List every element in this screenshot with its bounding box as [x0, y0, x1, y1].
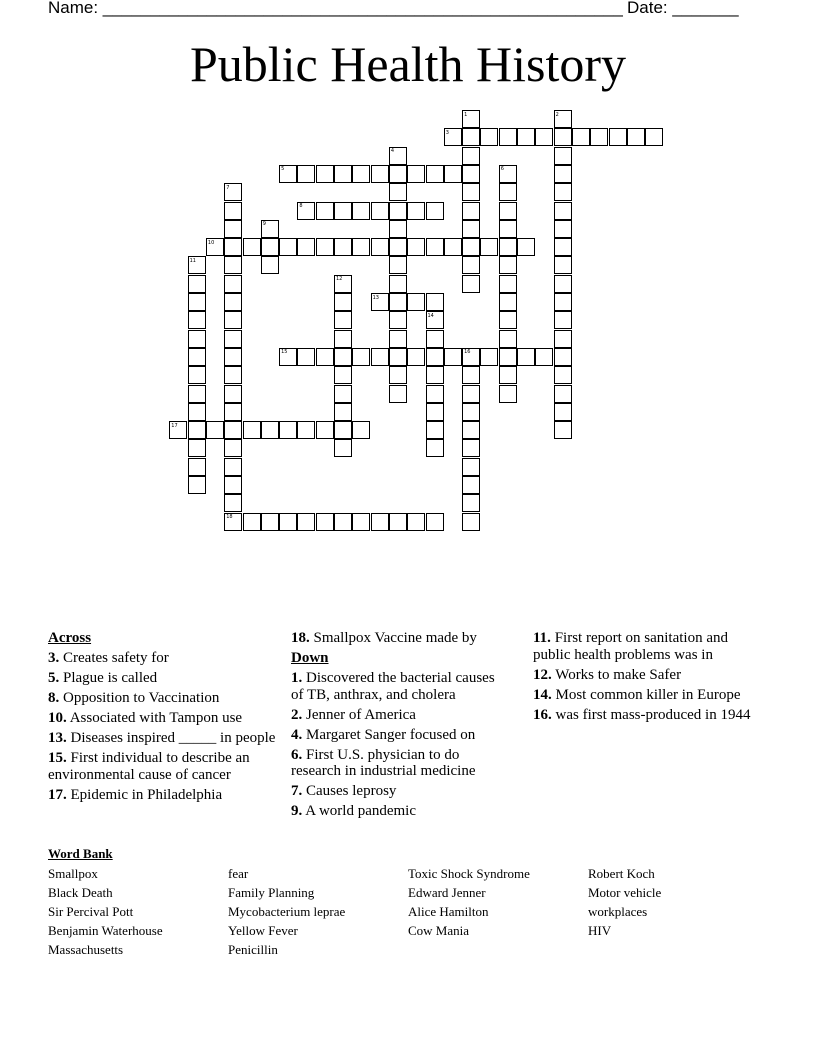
clue-text: Plague is called: [63, 670, 158, 686]
word-bank-item: HIV: [588, 923, 612, 938]
clue-text: Causes leprosy: [306, 783, 397, 799]
crossword-cell[interactable]: [499, 238, 517, 256]
crossword-cell[interactable]: [426, 348, 444, 366]
clue-text: Discovered the bacterial causes of TB, anthrax, and cholera: [291, 670, 495, 703]
clue-number: 5.: [48, 670, 60, 686]
crossword-cell[interactable]: [426, 439, 444, 457]
word-bank-item: Motor vehicle: [588, 885, 662, 900]
crossword-cell[interactable]: [426, 293, 444, 311]
word-bank-item: Alice Hamilton: [408, 904, 489, 919]
clue-number: 18.: [291, 630, 310, 646]
clue-text: First report on sanitation and public health problems was in: [533, 630, 728, 663]
crossword-cell[interactable]: [462, 421, 480, 439]
crossword-cell[interactable]: [554, 293, 572, 311]
clue-across-3: [48, 650, 280, 667]
word-bank-item: Edward Jenner: [408, 885, 486, 900]
crossword-cell[interactable]: [188, 439, 206, 457]
crossword-cell[interactable]: [188, 366, 206, 384]
crossword-cell[interactable]: [316, 238, 334, 256]
crossword-cell[interactable]: [389, 311, 407, 329]
crossword-cell[interactable]: [426, 513, 444, 531]
word-bank-item: Toxic Shock Syndrome: [408, 866, 530, 881]
crossword-cell[interactable]: [334, 348, 352, 366]
crossword-cell[interactable]: [499, 183, 517, 201]
across-heading: Across: [48, 630, 92, 646]
word-bank-item: Family Planning: [228, 885, 315, 900]
crossword-cell[interactable]: [462, 183, 480, 201]
crossword-cell[interactable]: [389, 330, 407, 348]
clue-text: Jenner of America: [306, 706, 416, 723]
clue-across-17: [48, 787, 280, 804]
clue-down-2: [291, 707, 509, 724]
clue-number: 2.: [291, 706, 303, 723]
crossword-cell[interactable]: [554, 128, 572, 146]
crossword-cell[interactable]: [407, 202, 425, 220]
word-bank-item: Robert Koch: [588, 866, 655, 881]
clue-down-7: [291, 783, 509, 800]
clue-number-label: 16: [464, 349, 471, 356]
crossword-cell[interactable]: [261, 421, 279, 439]
crossword-cell[interactable]: [554, 256, 572, 274]
clue-number: 9.: [291, 803, 303, 819]
crossword-cell[interactable]: [554, 165, 572, 183]
crossword-cell[interactable]: [371, 165, 389, 183]
crossword-cell[interactable]: [352, 165, 370, 183]
word-bank-item: Sir Percival Pott: [48, 904, 134, 919]
crossword-cell[interactable]: [517, 238, 535, 256]
clue-number-label: 18: [226, 514, 233, 521]
word-bank-item: workplaces: [588, 904, 648, 919]
crossword-cell[interactable]: [389, 348, 407, 366]
crossword-cell[interactable]: [499, 128, 517, 146]
clue-number-label: 11: [189, 257, 196, 264]
crossword-cell[interactable]: [261, 256, 279, 274]
crossword-cell[interactable]: [224, 330, 242, 348]
crossword-cell[interactable]: [188, 330, 206, 348]
crossword-cell[interactable]: [224, 256, 242, 274]
crossword-cell[interactable]: [462, 458, 480, 476]
crossword-cell[interactable]: [224, 476, 242, 494]
word-bank-item: Black Death: [48, 885, 113, 900]
crossword-cell[interactable]: [188, 385, 206, 403]
crossword-cell[interactable]: [407, 165, 425, 183]
crossword-cell[interactable]: [224, 275, 242, 293]
crossword-cell[interactable]: [224, 494, 242, 512]
crossword-cell[interactable]: [188, 458, 206, 476]
crossword-cell[interactable]: [243, 513, 261, 531]
crossword-cell[interactable]: [188, 403, 206, 421]
clue-number: 7.: [291, 783, 303, 799]
clue-across-15: [48, 750, 280, 783]
crossword-cell[interactable]: [444, 238, 462, 256]
clue-number-label: 9: [262, 221, 266, 228]
crossword-cell[interactable]: [279, 238, 297, 256]
clue-down-9: [291, 803, 509, 820]
clue-number: 12.: [533, 666, 552, 683]
crossword-cell[interactable]: [188, 311, 206, 329]
crossword-cell[interactable]: [224, 385, 242, 403]
crossword-cell[interactable]: [224, 202, 242, 220]
clue-number: 13.: [48, 730, 67, 746]
clue-number-label: 5: [281, 166, 285, 173]
crossword-cell[interactable]: [554, 183, 572, 201]
crossword-cell[interactable]: [407, 293, 425, 311]
clue-number-label: 3: [445, 129, 449, 136]
name-field-label: Name: _______________________________________________________: [48, 0, 623, 17]
clue-number: 11.: [533, 630, 551, 646]
clue-across-8: [48, 690, 280, 707]
crossword-cell[interactable]: [352, 421, 370, 439]
crossword-cell[interactable]: [444, 348, 462, 366]
crossword-cell[interactable]: [499, 275, 517, 293]
crossword-cell[interactable]: [609, 128, 627, 146]
crossword-cell[interactable]: [243, 421, 261, 439]
crossword-cell[interactable]: [334, 238, 352, 256]
crossword-cell[interactable]: [224, 311, 242, 329]
crossword-cell[interactable]: [554, 202, 572, 220]
crossword-cell[interactable]: [297, 513, 315, 531]
crossword-cell[interactable]: [389, 220, 407, 238]
crossword-cell[interactable]: [554, 366, 572, 384]
crossword-cell[interactable]: [371, 348, 389, 366]
crossword-cell[interactable]: [462, 128, 480, 146]
crossword-cell[interactable]: [334, 202, 352, 220]
clue-text: Smallpox Vaccine made by: [313, 630, 477, 646]
crossword-cell[interactable]: [407, 238, 425, 256]
clue-down-6: [291, 747, 509, 780]
crossword-cell[interactable]: [480, 348, 498, 366]
crossword-cell[interactable]: [316, 421, 334, 439]
crossword-cell[interactable]: [389, 202, 407, 220]
clue-down-4: [291, 727, 509, 744]
clue-text: Associated with Tampon use: [69, 710, 243, 726]
crossword-cell[interactable]: [316, 202, 334, 220]
clue-text: Diseases inspired _____ in people: [70, 730, 276, 746]
clue-across-18: [291, 630, 509, 647]
crossword-cell[interactable]: [389, 183, 407, 201]
crossword-cell[interactable]: [499, 220, 517, 238]
clue-text: First U.S. physician to do research in industrial medicine: [291, 746, 476, 779]
crossword-cell[interactable]: [334, 366, 352, 384]
crossword-cell[interactable]: [444, 165, 462, 183]
crossword-cell[interactable]: [297, 348, 315, 366]
crossword-cell[interactable]: [188, 421, 206, 439]
crossword-cell[interactable]: [389, 275, 407, 293]
word-bank-column-1: [48, 864, 163, 959]
crossword-cell[interactable]: [334, 165, 352, 183]
crossword-cell[interactable]: [352, 513, 370, 531]
crossword-cell[interactable]: [462, 256, 480, 274]
crossword-cell[interactable]: [206, 421, 224, 439]
crossword-cell[interactable]: [389, 256, 407, 274]
crossword-cell[interactable]: [462, 147, 480, 165]
clue-number-label: 12: [336, 276, 343, 283]
crossword-cell[interactable]: [535, 128, 553, 146]
crossword-cell[interactable]: [627, 128, 645, 146]
crossword-cell[interactable]: [462, 476, 480, 494]
crossword-cell[interactable]: [462, 275, 480, 293]
crossword-cell[interactable]: [316, 513, 334, 531]
crossword-cell[interactable]: [352, 202, 370, 220]
crossword-cell[interactable]: [188, 293, 206, 311]
crossword-cell[interactable]: [334, 293, 352, 311]
crossword-cell[interactable]: [462, 220, 480, 238]
clues-column-3: [533, 630, 759, 727]
crossword-cell[interactable]: [389, 385, 407, 403]
clue-number-label: 7: [226, 184, 230, 191]
crossword-cell[interactable]: [224, 439, 242, 457]
crossword-cell[interactable]: [554, 147, 572, 165]
clue-text: A world pandemic: [305, 803, 416, 819]
clue-text: Creates safety for: [63, 650, 169, 666]
crossword-cell[interactable]: [462, 165, 480, 183]
crossword-cell[interactable]: [389, 165, 407, 183]
down-heading: Down: [291, 650, 329, 666]
word-bank-column-3: [408, 864, 530, 940]
clue-number-label: 6: [500, 166, 504, 173]
word-bank-item: Penicillin: [228, 942, 278, 957]
crossword-cell[interactable]: [334, 330, 352, 348]
word-bank-item: Yellow Fever: [228, 923, 298, 938]
crossword-cell[interactable]: [499, 385, 517, 403]
crossword-cell[interactable]: [426, 366, 444, 384]
crossword-cell[interactable]: [371, 202, 389, 220]
crossword-cell[interactable]: [316, 348, 334, 366]
clue-text: was first mass-produced in 1944: [555, 706, 751, 723]
crossword-cell[interactable]: [352, 238, 370, 256]
crossword-cell[interactable]: [499, 293, 517, 311]
crossword-cell[interactable]: [224, 348, 242, 366]
clue-across-13: [48, 730, 280, 747]
crossword-cell[interactable]: [224, 220, 242, 238]
crossword-cell[interactable]: [426, 165, 444, 183]
clue-down-11: [533, 630, 759, 663]
crossword-cell[interactable]: [279, 513, 297, 531]
crossword-cell[interactable]: [224, 293, 242, 311]
crossword-cell[interactable]: [554, 330, 572, 348]
clue-number: 15.: [48, 750, 67, 766]
word-bank-item: Benjamin Waterhouse: [48, 923, 163, 938]
crossword-cell[interactable]: [224, 238, 242, 256]
crossword-cell[interactable]: [462, 366, 480, 384]
clue-text: Most common killer in Europe: [555, 686, 741, 703]
clue-number-label: 4: [390, 148, 395, 155]
crossword-cell[interactable]: [371, 513, 389, 531]
clue-text: Works to make Safer: [555, 666, 682, 683]
crossword-cell[interactable]: [480, 238, 498, 256]
word-bank-item: Massachusetts: [48, 942, 124, 957]
crossword-cell[interactable]: [462, 385, 480, 403]
crossword-cell[interactable]: [297, 238, 315, 256]
crossword-cell[interactable]: [224, 403, 242, 421]
clue-number: 6.: [291, 746, 303, 763]
crossword-cell[interactable]: [224, 366, 242, 384]
clue-across-10: [48, 710, 280, 727]
clue-number: 10.: [48, 710, 67, 726]
clue-number-label: 14: [427, 312, 434, 319]
word-bank-column-4: [588, 864, 661, 940]
clue-down-12: [533, 667, 759, 684]
crossword-cell[interactable]: [316, 165, 334, 183]
crossword-cell[interactable]: [243, 238, 261, 256]
crossword-cell[interactable]: [261, 238, 279, 256]
crossword-cell[interactable]: [188, 476, 206, 494]
clue-down-1: [291, 670, 509, 703]
word-bank-item: Mycobacterium leprae: [228, 904, 346, 919]
crossword-cell[interactable]: [426, 385, 444, 403]
crossword-cell[interactable]: [517, 348, 535, 366]
crossword-cell[interactable]: [517, 128, 535, 146]
crossword-cell[interactable]: [554, 403, 572, 421]
clue-number: 1.: [291, 670, 303, 686]
clue-across-5: [48, 670, 280, 687]
crossword-cell[interactable]: [554, 421, 572, 439]
crossword-cell[interactable]: [352, 348, 370, 366]
crossword-cell[interactable]: [426, 403, 444, 421]
crossword-cell[interactable]: [426, 238, 444, 256]
crossword-cell[interactable]: [371, 238, 389, 256]
crossword-cell[interactable]: [407, 348, 425, 366]
date-field-label: Date: _______: [627, 0, 739, 17]
crossword-cell[interactable]: [535, 348, 553, 366]
clue-down-14: [533, 687, 759, 704]
word-bank-item: Cow Mania: [408, 923, 470, 938]
clue-number-label: 8: [299, 203, 303, 209]
crossword-cell[interactable]: [188, 275, 206, 293]
crossword-cell[interactable]: [188, 348, 206, 366]
crossword-cell[interactable]: [462, 439, 480, 457]
crossword-cell[interactable]: [499, 330, 517, 348]
clue-number: 17.: [48, 786, 67, 803]
crossword-cell[interactable]: [499, 202, 517, 220]
clue-text: Margaret Sanger focused on: [306, 726, 476, 743]
crossword-cell[interactable]: [499, 348, 517, 366]
word-bank-item: Smallpox: [48, 866, 98, 881]
crossword-cell[interactable]: [480, 128, 498, 146]
crossword-cell[interactable]: [224, 421, 242, 439]
crossword-cell[interactable]: [426, 202, 444, 220]
crossword-cell[interactable]: [334, 311, 352, 329]
clue-number-label: 13: [372, 294, 379, 301]
crossword-cell[interactable]: [334, 421, 352, 439]
clue-number-label: 2: [555, 111, 559, 118]
clue-number-label: 15: [281, 349, 288, 356]
clue-number: 4.: [291, 726, 303, 743]
crossword-cell[interactable]: [279, 421, 297, 439]
crossword-cell[interactable]: [572, 128, 590, 146]
word-bank-item: fear: [228, 866, 249, 881]
crossword-cell[interactable]: [462, 403, 480, 421]
clues-column-2: [291, 630, 509, 823]
crossword-cell[interactable]: [224, 458, 242, 476]
clue-down-16: [533, 707, 759, 724]
crossword-cell[interactable]: [462, 494, 480, 512]
crossword-cell[interactable]: [554, 238, 572, 256]
crossword-cell[interactable]: [389, 293, 407, 311]
clue-number: 3.: [48, 650, 60, 666]
crossword-cell[interactable]: [590, 128, 608, 146]
crossword-cell[interactable]: [462, 513, 480, 531]
crossword-cell[interactable]: [554, 220, 572, 238]
crossword-cell[interactable]: [389, 238, 407, 256]
crossword-cell[interactable]: [334, 439, 352, 457]
clue-text: Epidemic in Philadelphia: [70, 786, 223, 803]
crossword-cell[interactable]: [389, 513, 407, 531]
crossword-cell[interactable]: [334, 385, 352, 403]
crossword-cell[interactable]: [297, 421, 315, 439]
word-bank-column-2: [228, 864, 345, 959]
clue-number: 14.: [533, 686, 552, 703]
crossword-cell[interactable]: [297, 165, 315, 183]
crossword-cell[interactable]: [334, 403, 352, 421]
clue-text: Opposition to Vaccination: [63, 690, 220, 706]
crossword-cell[interactable]: [426, 330, 444, 348]
clue-number: 16.: [533, 706, 552, 723]
page-title: Public Health History: [189, 36, 627, 92]
crossword-cell[interactable]: [499, 366, 517, 384]
crossword-cell[interactable]: [407, 513, 425, 531]
clue-number: 8.: [48, 690, 60, 706]
crossword-cell[interactable]: [554, 348, 572, 366]
crossword-cell[interactable]: [426, 421, 444, 439]
crossword-cell[interactable]: [554, 311, 572, 329]
crossword-cell[interactable]: [462, 202, 480, 220]
clue-number-label: 17: [171, 422, 178, 429]
crossword-cell[interactable]: [499, 256, 517, 274]
word-bank-title: Word Bank: [48, 846, 113, 861]
crossword-cell[interactable]: [554, 275, 572, 293]
clues-column-1: [48, 630, 280, 807]
crossword-cell[interactable]: [261, 513, 279, 531]
crossword-cell[interactable]: [389, 366, 407, 384]
crossword-cell[interactable]: [554, 385, 572, 403]
crossword-cell[interactable]: [645, 128, 663, 146]
crossword-cell[interactable]: [499, 311, 517, 329]
clue-text: First individual to describe an environmental cause of cancer: [48, 750, 250, 783]
crossword-cell[interactable]: [462, 238, 480, 256]
clue-number-label: 10: [207, 239, 215, 246]
clue-number-label: 1: [464, 111, 468, 118]
crossword-cell[interactable]: [334, 513, 352, 531]
